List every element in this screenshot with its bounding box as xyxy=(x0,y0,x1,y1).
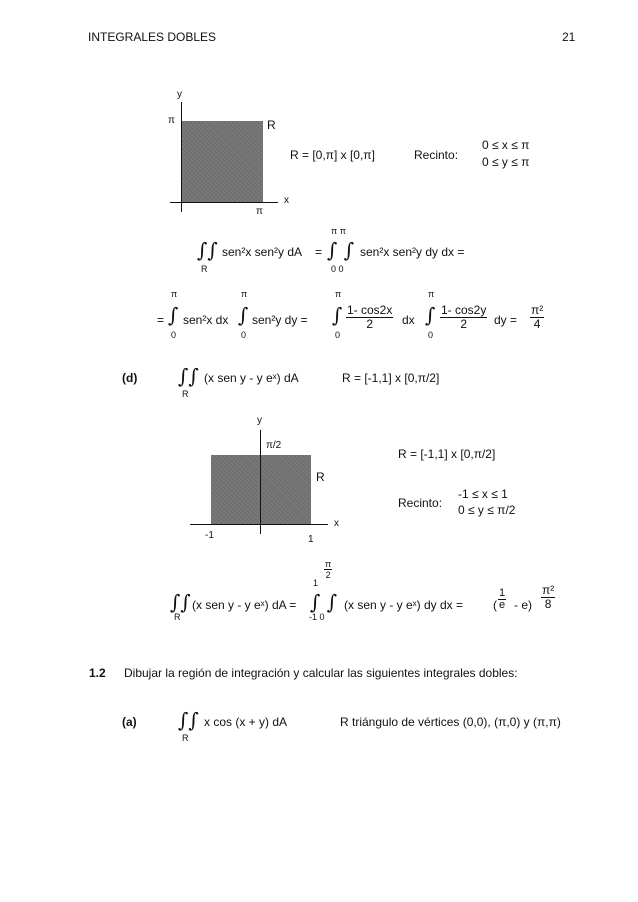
x-axis-line xyxy=(190,524,328,525)
x-tick-one: 1 xyxy=(308,534,314,545)
recinto-cond-x: -1 ≤ x ≤ 1 xyxy=(458,487,508,501)
y-axis-line xyxy=(181,102,182,212)
region-definition: R = [0,π] x [0,π] xyxy=(290,148,375,162)
lower-limit: 0 xyxy=(171,330,177,340)
denominator: 4 xyxy=(533,317,541,331)
x-axis-line xyxy=(170,202,278,203)
integrand: (x sen y - y eˣ) dA = xyxy=(192,598,297,612)
factor-1: sen²x dx xyxy=(183,313,229,327)
page-number: 21 xyxy=(562,30,576,44)
denominator: 2 xyxy=(366,317,374,331)
y-axis-label: y xyxy=(257,415,262,426)
lower-limit: 0 xyxy=(241,330,247,340)
minus-e: - e) xyxy=(514,598,532,612)
lower-limit: 0 xyxy=(428,330,434,340)
x-axis-label: x xyxy=(284,195,289,206)
equals-sign: = xyxy=(315,245,323,259)
integral-sign: ∫ xyxy=(168,303,179,327)
equals-sign: = xyxy=(157,313,165,327)
double-integral-sign: ∫∫ xyxy=(197,238,218,262)
result-fraction xyxy=(530,304,544,331)
region-subscript: R xyxy=(182,733,189,743)
integrand: sen²x sen²y dA xyxy=(222,245,303,259)
fraction-cos2x xyxy=(346,304,393,331)
integral-sign: ∫ xyxy=(332,303,343,327)
lower-limit: 0 xyxy=(335,330,341,340)
region-label: R xyxy=(316,470,325,484)
iterated-integral-signs: ∫ ∫ xyxy=(310,590,338,614)
region-subscript: R xyxy=(182,389,189,399)
iterated-integral-signs: ∫ ∫ xyxy=(327,238,355,262)
shaded-region xyxy=(182,121,263,202)
x-tick-neg-one: -1 xyxy=(205,530,214,541)
iterated-integrand: sen²x sen²y dy dx = xyxy=(360,245,465,259)
integrand: x cos (x + y) dA xyxy=(204,715,288,729)
y-axis-label: y xyxy=(177,89,182,100)
region-subscript: R xyxy=(201,264,208,274)
dy: dy = xyxy=(494,313,518,327)
result-fraction xyxy=(541,584,555,611)
upper-limit-pi-half xyxy=(324,559,332,580)
denominator: 2 xyxy=(325,570,331,580)
section-statement: Dibujar la región de integración y calcular las siguientes integrales dobles: xyxy=(124,666,518,680)
item-label: (d) xyxy=(122,371,138,385)
numerator: π xyxy=(325,559,332,569)
upper-limit: π xyxy=(171,289,178,299)
double-integral-sign: ∫∫ xyxy=(178,708,199,732)
dx: dx xyxy=(402,313,415,327)
x-tick-pi: π xyxy=(256,206,263,217)
upper-limit-one: 1 xyxy=(313,578,319,588)
integrand: (x sen y - y eˣ) dA xyxy=(204,371,299,385)
y-axis-line xyxy=(260,430,261,534)
factor-2: sen²y dy = xyxy=(252,313,308,327)
inverse-e-fraction xyxy=(498,588,506,611)
upper-limits: π π xyxy=(331,226,346,236)
numerator: π² xyxy=(542,583,555,597)
lower-limits: -1 0 xyxy=(309,612,325,622)
upper-limit: π xyxy=(335,289,342,299)
region-description: R triángulo de vértices (0,0), (π,0) y (π,π) xyxy=(340,715,561,729)
recinto-label: Recinto: xyxy=(414,148,459,162)
numerator: π² xyxy=(531,303,544,317)
open-paren: ( xyxy=(493,598,497,612)
region-subscript: R xyxy=(174,612,181,622)
region-label: R xyxy=(267,118,276,132)
recinto-label: Recinto: xyxy=(398,496,443,510)
item-label: (a) xyxy=(122,715,137,729)
denominator: e xyxy=(499,599,506,611)
denominator: 8 xyxy=(544,597,552,611)
recinto-cond-y: 0 ≤ y ≤ π/2 xyxy=(458,503,516,517)
integral-sign: ∫ xyxy=(238,303,249,327)
fraction-cos2y xyxy=(440,304,487,331)
section-number: 1.2 xyxy=(89,666,106,680)
iterated-integrand: (x sen y - y eˣ) dy dx = xyxy=(344,598,463,612)
running-header-title: INTEGRALES DOBLES xyxy=(88,30,217,44)
upper-limit: π xyxy=(241,289,248,299)
denominator: 2 xyxy=(460,317,468,331)
recinto-cond-y: 0 ≤ y ≤ π xyxy=(482,155,530,169)
region-definition: R = [-1,1] x [0,π/2] xyxy=(342,371,440,385)
double-integral-sign: ∫∫ xyxy=(170,590,191,614)
recinto-cond-x: 0 ≤ x ≤ π xyxy=(482,138,530,152)
numerator: 1- cos2x xyxy=(347,303,393,317)
numerator: 1 xyxy=(499,587,506,599)
upper-limit: π xyxy=(428,289,435,299)
numerator: 1- cos2y xyxy=(441,303,487,317)
x-axis-label: x xyxy=(334,518,339,529)
y-tick-pi-half: π/2 xyxy=(266,440,282,451)
y-tick-pi: π xyxy=(168,115,175,126)
shaded-region xyxy=(211,455,311,524)
region-definition: R = [-1,1] x [0,π/2] xyxy=(398,447,496,461)
integral-sign: ∫ xyxy=(425,303,436,327)
double-integral-sign: ∫∫ xyxy=(178,364,199,388)
lower-limits: 0 0 xyxy=(331,264,344,274)
